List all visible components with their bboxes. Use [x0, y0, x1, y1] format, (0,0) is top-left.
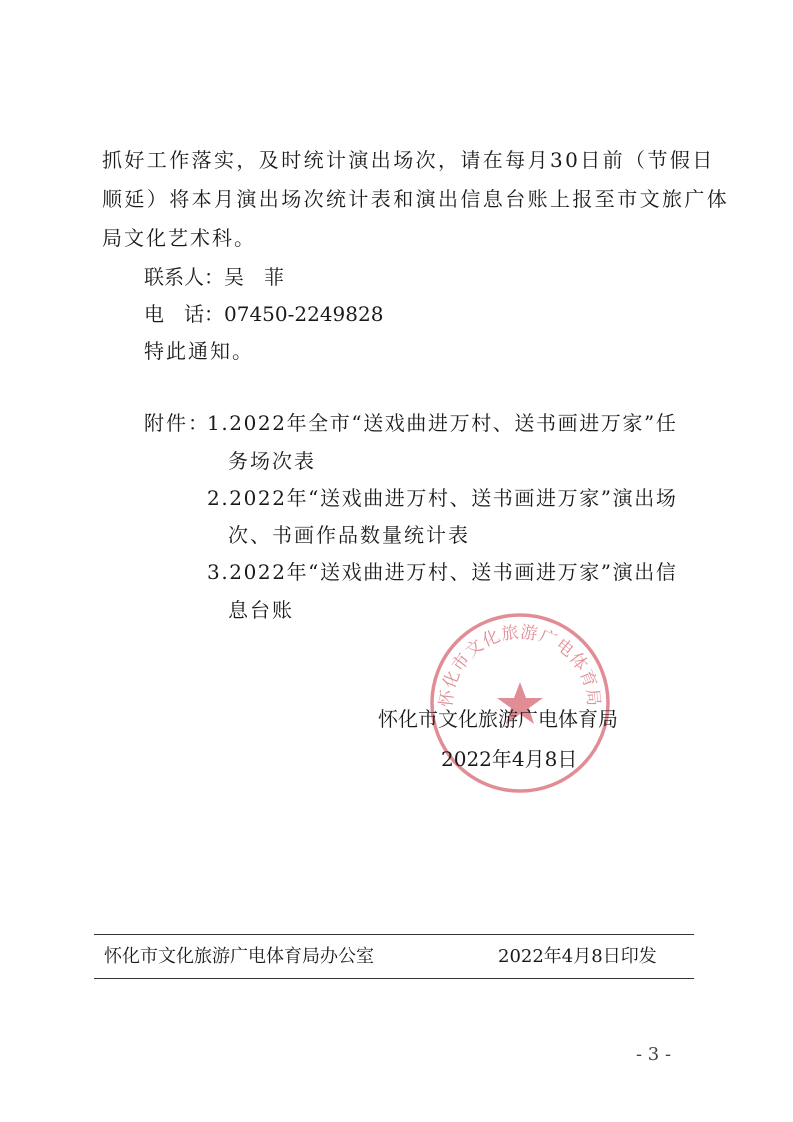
contact-line [144, 262, 284, 292]
closing-notice: 特此通知。 [144, 339, 254, 363]
signature-organization: 怀化市文化旅游广电体育局 [378, 707, 618, 731]
attachment-item-2: 2.2022年“送戏曲进万村、送书画进万家”演出场 [207, 486, 678, 510]
paragraph-line-3: 局文化艺术科。 [102, 226, 256, 250]
attachment-item-1-cont: 务场次表 [228, 449, 316, 473]
footer-issue-date: 2022年4月8日印发 [498, 946, 657, 967]
attachment-item-1: 1.2022年全市“送戏曲进万村、送书画进万家”任 [207, 411, 678, 435]
phone-value: 07450-2249828 [224, 302, 384, 326]
paragraph-line-1: 抓好工作落实，及时统计演出场次，请在每月30日前（节假日 [102, 148, 715, 172]
footer-issuer: 怀化市文化旅游广电体育局办公室 [104, 946, 374, 967]
attachment-item-3-cont: 息台账 [228, 598, 294, 622]
contact-label: 联系人： [144, 265, 224, 289]
paragraph-line-2: 顺延）将本月演出场次统计表和演出信息台账上报至市文旅广体 [102, 187, 730, 211]
contact-name: 吴 菲 [224, 265, 284, 289]
footer-top-rule [94, 934, 694, 935]
attachment-item-2-cont: 次、书画作品数量统计表 [228, 523, 470, 547]
seal-text: 怀化市文化旅游广电体育局 [436, 622, 604, 708]
signature-date: 2022年4月8日 [441, 747, 578, 771]
footer-bottom-rule [94, 978, 694, 979]
attachments-label: 附件： [144, 411, 210, 435]
phone-line [144, 299, 383, 329]
attachment-item-3: 3.2022年“送戏曲进万村、送书画进万家”演出信 [207, 560, 678, 584]
page-number: - 3 - [636, 1044, 672, 1065]
phone-label: 电 话： [144, 302, 224, 326]
